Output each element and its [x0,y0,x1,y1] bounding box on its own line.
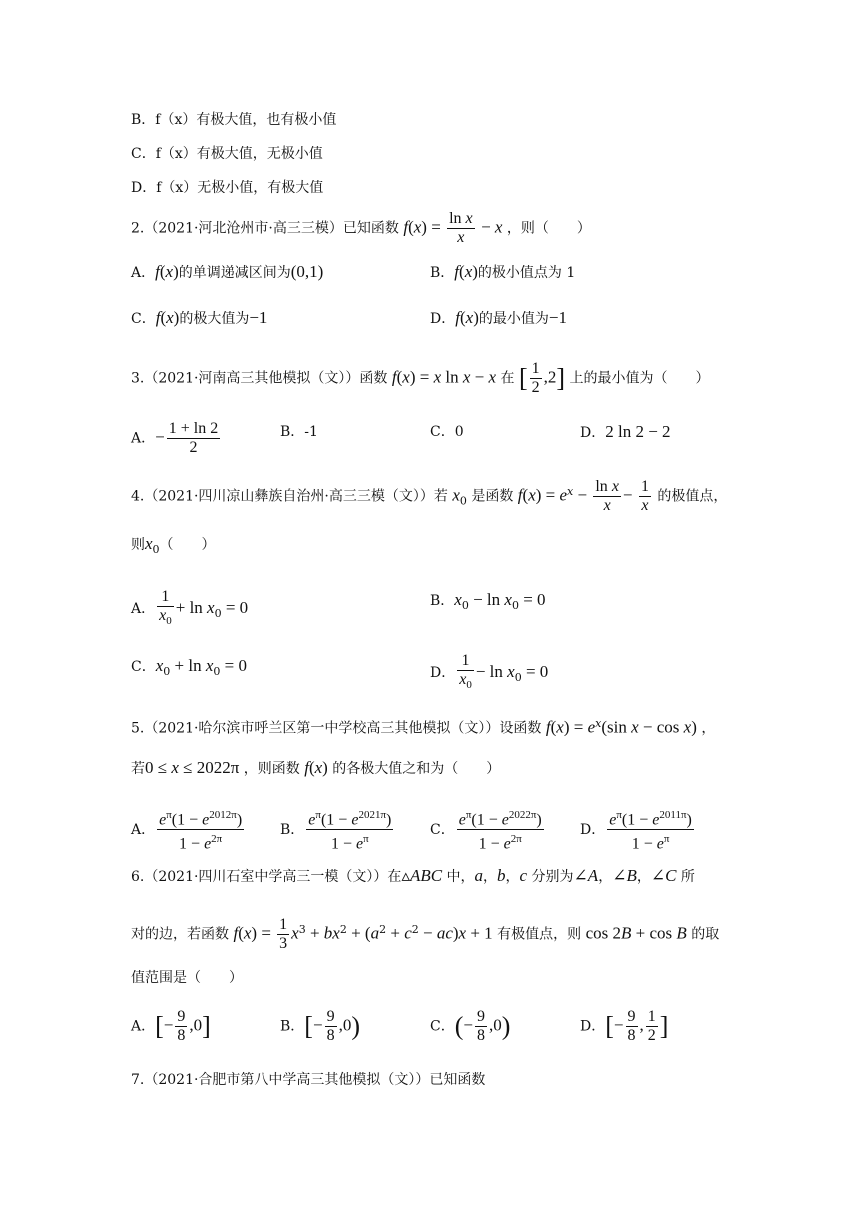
q4-option-d: D． $\frac{1}{x_0}$ − $\ln x_0 = 0$ [430,652,549,692]
q2-option-c: C．f(x)的极大值为−1 [131,308,268,327]
q6-option-b: B．[− $\frac{9}{8}$ ,0) [280,1008,360,1044]
q3-option-c: C．0 [430,424,464,440]
q5-option-d: D． $\frac{e^\pi(1 - e^{2011\pi})}{1 - e^\pi}$ [580,806,696,854]
q1-option-b: B．f（x）有极大值，也有极小值 [131,112,337,128]
q3-stem: 3.（2021·河南高三其他模拟（文））函数 f(x) = x ln x − x 在 [ $\frac{1}{2}$ ,2] 上的最小值为（ ） [131,360,710,396]
q5-stem-line2: 若0 ≤ x ≤ 2022π ，则函数 f(x) 的各极大值之和为（ ） [131,758,501,777]
q2-option-a: A．f(x)的单调递减区间为(0,1) [131,262,324,281]
q3-option-d: D．2 ln 2 − 2 [580,422,671,441]
q4-stem: 4.（2021·四川凉山彝族自治州·高三三模（文））若 $x_0$ 是函数 $f(x) = e^x$ − $\frac{\text{ln x}}{x}$ − $\frac{1}{x}$ 的极值点， [131,478,728,514]
q5-option-c: C． $\frac{e^\pi(1 - e^{2022\pi})}{1 - e^{2\pi}}$ [430,806,546,854]
q5-stem: 5.（2021·哈尔滨市呼兰区第一中学校高三其他模拟（文））设函数 $f(x) = e^x(\sin$ x − cos x) ， [131,717,716,737]
q5-option-b: B． $\frac{e^\pi(1 - e^{2021\pi})}{1 - e^\pi}$ [280,806,395,854]
q6-stem-line2: 对的边，若函数 f(x) = $\frac{1}{3}$ $x^3 + bx^2 + (a^2 + c^2 - ac)x + 1$ 有极值点，则 cos 2B + cos B 的取 [131,916,720,952]
q2-option-d: D．f(x)的最小值为−1 [430,308,567,327]
q6-option-a: A．[− $\frac{9}{8}$ ,0] [131,1008,211,1044]
q6-option-c: C．(− $\frac{9}{8}$ ,0) [430,1008,511,1044]
q4-option-b: B．$x_0 - \ln x_0 = 0$ [430,590,546,612]
q4-option-c: C．$x_0 + \ln x_0 = 0$ [131,656,247,678]
q1-option-c: C．f（x）有极大值，无极小值 [131,146,323,162]
q1-option-d: D．f（x）无极小值，有极大值 [131,180,324,196]
q3-option-b: B．-1 [280,424,318,440]
q2-fraction: $\frac{\text{ln x}}{x}$ [449,210,473,246]
q4-stem-line2: 则$x_0$（ ） [131,534,216,556]
q6-stem-line3: 值范围是（ ） [131,970,243,986]
q7-stem: 7.（2021·合肥市第八中学高三其他模拟（文））已知函数 [131,1072,486,1088]
q6-stem: 6.（2021·四川石室中学高三一模（文））在▵ABC 中，a，b，c 分别为∠A，∠B，∠C 所 [131,866,695,885]
q2-option-b: B．f(x)的极小值点为 1 [430,262,576,281]
q6-option-d: D．[− $\frac{9}{8}$ , $\frac{1}{2}$ ] [580,1008,669,1044]
q2-stem: 2.（2021·河北沧州市·高三三模）已知函数 f(x) = $\frac{\text{ln x}}{x}$ − x ，则（ ） [131,210,591,246]
q4-option-a: A． $\frac{1}{x_0}$ + $\ln x_0 = 0$ [131,588,249,628]
q5-option-a: A． $\frac{e^\pi(1 - e^{2012\pi})}{1 - e^{2\pi}}$ [131,806,246,854]
q3-option-a: A．− $\frac{1 + \ln 2}{2}$ [131,420,219,456]
